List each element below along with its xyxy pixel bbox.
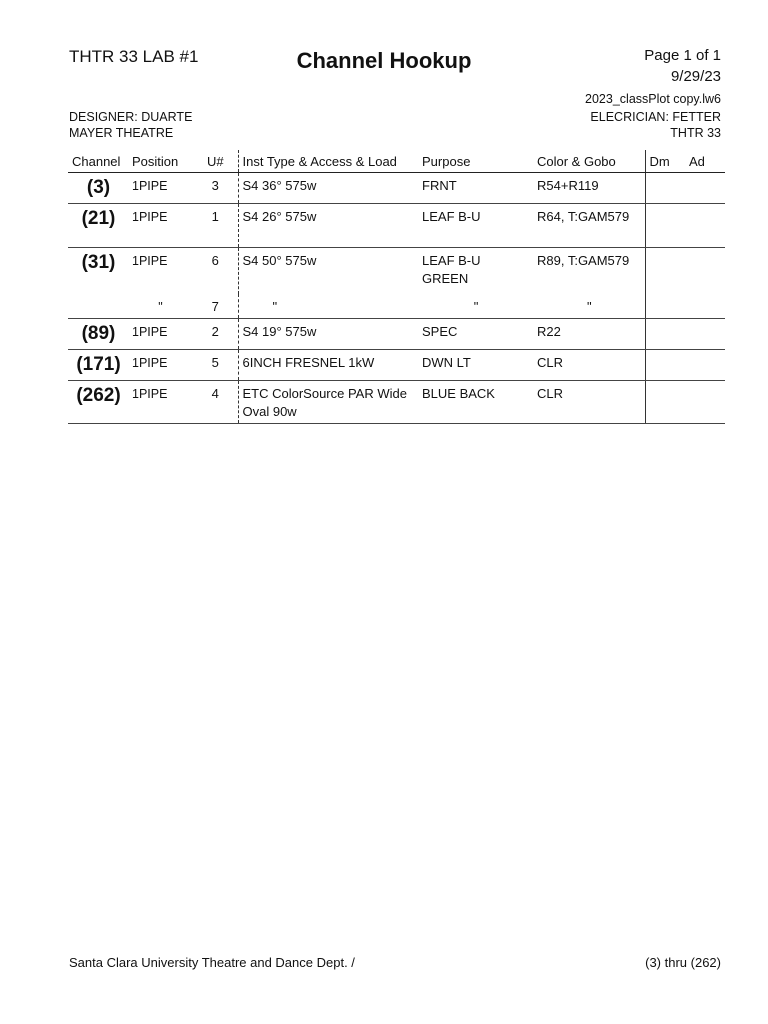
unit-cell: 5 xyxy=(192,349,238,380)
channel-cell xyxy=(68,294,128,319)
unit-cell: 3 xyxy=(192,173,238,204)
address-cell xyxy=(685,204,725,248)
footer-organization: Santa Clara University Theatre and Dance Dept. / xyxy=(69,955,355,970)
page-number: Page 1 of 1 xyxy=(644,47,721,64)
col-header-address: Ad xyxy=(685,150,725,173)
table-row xyxy=(68,349,725,380)
file-name: 2023_classPlot copy.lw6 xyxy=(585,92,721,106)
venue-label: MAYER THEATRE xyxy=(69,126,174,140)
inst-cell: 6INCH FRESNEL 1kW xyxy=(238,349,418,380)
unit-cell: 1 xyxy=(192,204,238,248)
address-cell xyxy=(685,318,725,349)
color-cell: R64, T:GAM579 xyxy=(533,204,645,248)
position-cell: 1PIPE xyxy=(128,380,192,423)
unit-cell: 6 xyxy=(192,248,238,294)
channel-cell: (21) xyxy=(68,204,128,248)
col-header-inst: Inst Type & Access & Load xyxy=(238,150,418,173)
dimmer-cell xyxy=(645,349,685,380)
table-row xyxy=(68,318,725,349)
channel-cell: (171) xyxy=(68,349,128,380)
purpose-cell: DWN LT xyxy=(418,349,533,380)
col-header-channel: Channel xyxy=(68,150,128,173)
position-cell: 1PIPE xyxy=(128,204,192,248)
color-cell: R22 xyxy=(533,318,645,349)
color-cell: CLR xyxy=(533,380,645,423)
dimmer-cell xyxy=(645,318,685,349)
address-cell xyxy=(685,248,725,294)
page-title: Channel Hookup xyxy=(296,48,472,73)
electrician-label: ELECRICIAN: FETTER xyxy=(590,110,721,124)
dimmer-cell xyxy=(645,294,685,319)
designer-label: DESIGNER: DUARTE xyxy=(69,110,193,124)
channel-cell: (262) xyxy=(68,380,128,423)
table-row xyxy=(68,248,725,294)
table-row xyxy=(68,173,725,204)
inst-cell: S4 36° 575w xyxy=(238,173,418,204)
dimmer-cell xyxy=(645,204,685,248)
table-header-row xyxy=(68,150,725,173)
channel-cell: (3) xyxy=(68,173,128,204)
table-row xyxy=(68,380,725,423)
position-cell: 1PIPE xyxy=(132,254,168,268)
inst-cell: S4 26° 575w xyxy=(238,204,418,248)
col-header-purpose: Purpose xyxy=(418,150,533,173)
unit-cell: 4 xyxy=(192,380,238,423)
address-cell xyxy=(685,294,725,319)
purpose-cell: LEAF B-U xyxy=(418,204,533,248)
purpose-cell: FRNT xyxy=(418,173,533,204)
color-cell: R54+R119 xyxy=(533,173,645,204)
purpose-cell: BLUE BACK xyxy=(418,380,533,423)
col-header-dimmer: Dm xyxy=(645,150,685,173)
position-cell: 1PIPE xyxy=(128,349,192,380)
purpose-cell: SPEC xyxy=(418,318,533,349)
footer-range: (3) thru (262) xyxy=(645,955,721,970)
dimmer-cell xyxy=(645,173,685,204)
address-cell xyxy=(685,173,725,204)
position-cell: 1PIPE xyxy=(128,318,192,349)
address-cell xyxy=(685,349,725,380)
dimmer-cell xyxy=(645,248,685,294)
dimmer-cell xyxy=(645,380,685,423)
channel-cell: (31) xyxy=(81,252,116,273)
address-cell xyxy=(685,380,725,423)
color-cell: CLR xyxy=(533,349,645,380)
channel-cell: (89) xyxy=(68,318,128,349)
col-header-unit: U# xyxy=(192,150,238,173)
color-cell: R89, T:GAM579 xyxy=(537,253,630,268)
table-row xyxy=(68,204,725,248)
col-header-color: Color & Gobo xyxy=(533,150,645,173)
inst-cell: S4 50° 575w xyxy=(242,253,317,268)
position-cell: " xyxy=(128,294,192,319)
purpose-cell: " xyxy=(418,294,533,319)
position-cell: 1PIPE xyxy=(128,173,192,204)
purpose-cell: LEAF B-U GREEN xyxy=(422,253,481,286)
table-row xyxy=(68,294,725,319)
hookup-table xyxy=(68,150,725,424)
show-label: THTR 33 xyxy=(670,126,721,140)
col-header-position: Position xyxy=(128,150,192,173)
color-cell: " xyxy=(533,294,645,319)
lab-title: THTR 33 LAB #1 xyxy=(69,47,199,66)
inst-cell: " xyxy=(238,294,418,319)
inst-cell: ETC ColorSource PAR Wide Oval 90w xyxy=(238,380,418,423)
unit-cell: 7 xyxy=(192,294,238,319)
unit-cell: 2 xyxy=(192,318,238,349)
report-date: 9/29/23 xyxy=(670,68,721,85)
inst-cell: S4 19° 575w xyxy=(238,318,418,349)
